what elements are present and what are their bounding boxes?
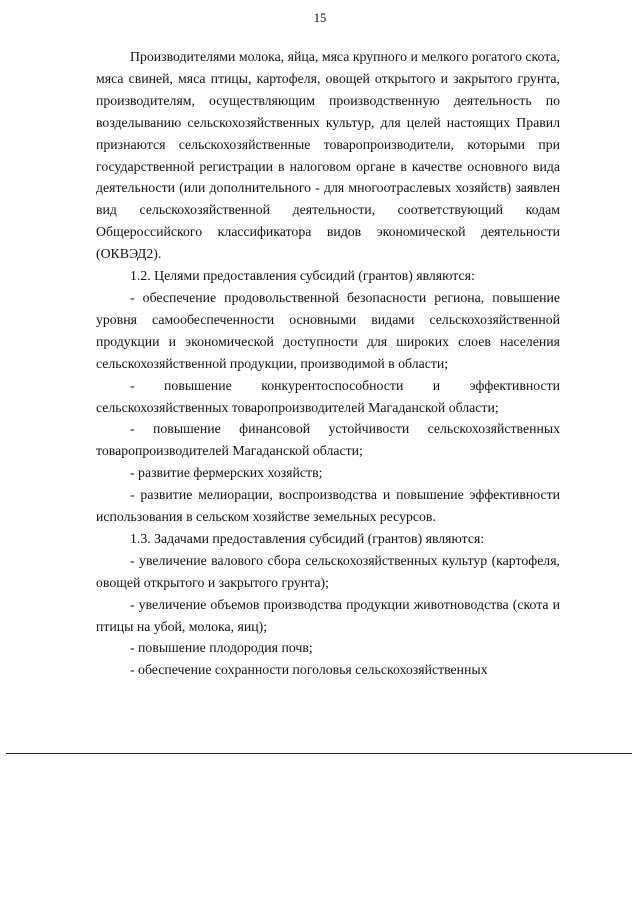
document-body: [96, 46, 560, 681]
page-bottom-rule: [6, 753, 632, 754]
list-item-farm-development: - развитие фермерских хозяйств;: [130, 465, 323, 481]
list-item-livestock-preservation: - обеспечение сохранности поголовья сельскохозяйственных: [130, 662, 488, 678]
list-item-melioration: - развитие мелиорации, воспроизводства и повышение эффективности использования в сельском хозяйстве земельных ресурсов.: [96, 487, 560, 525]
list-item-livestock-production: - увеличение объемов производства продукции животноводства (скота и птицы на убой, молока, яиц);: [96, 596, 560, 634]
page-number: 15: [313, 11, 327, 25]
list-item-food-security: - обеспечение продовольственной безопасности региона, повышение уровня самообеспеченности основными видами сельскохозяйственной продукции и экономической доступности для широких слоев населения сельскохозяйственной продукции, производимой в области;: [96, 289, 560, 371]
paragraph-section-1-3-heading: 1.3. Задачами предоставления субсидий (грантов) являются:: [130, 530, 485, 546]
list-item-financial-stability: - повышение финансовой устойчивости сельскохозяйственных товаропроизводителей Магаданской области;: [96, 421, 560, 459]
paragraph-section-1-2-heading: 1.2. Целями предоставления субсидий (грантов) являются:: [130, 268, 475, 284]
list-item-soil-fertility: - повышение плодородия почв;: [130, 640, 313, 656]
paragraph-producers-definition: Производителями молока, яйца, мяса крупного и мелкого рогатого скота, мяса свиней, мяса птицы, картофеля, овощей открытого и закрытого грунта, производителям, осуществляющим производственную деятельность по возделыванию сельскохозяйственных культур, для целей настоящих Правил признаются сельскохозяйственные товаропроизводители, которыми при государственной регистрации в налоговом органе в качестве основного вида деятельности (или дополнительного - для многоотраслевых хозяйств) заявлен вид сельскохозяйственной деятельности, соответствующий кодам Общероссийского классификатора видов экономической деятельности (ОКВЭД2).: [96, 49, 560, 262]
list-item-crop-harvest: - увеличение валового сбора сельскохозяйственных культур (картофеля, овощей открытого и закрытого грунта);: [96, 552, 560, 590]
list-item-competitiveness: - повышение конкурентоспособности и эффективности сельскохозяйственных товаропроизводителей Магаданской области;: [96, 377, 560, 415]
